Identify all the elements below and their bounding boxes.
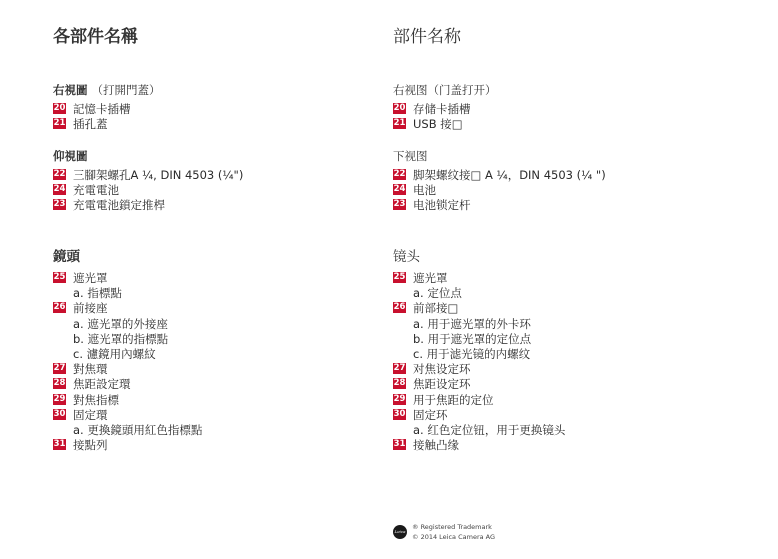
list-item <box>53 301 202 316</box>
page-title: 各部件名稱 <box>53 27 138 47</box>
list-item <box>393 183 606 198</box>
item-label: 插孔蓋 <box>73 117 108 132</box>
list-item <box>53 408 202 423</box>
bottom-view-list <box>53 168 243 214</box>
item-number-badge: 21 <box>53 118 66 129</box>
item-number-badge: 22 <box>53 169 66 179</box>
item-label: 記憶卡插槽 <box>73 102 131 116</box>
item-label: 电池 <box>413 183 436 198</box>
list-subitem <box>393 347 565 362</box>
item-label: 焦距设定环 <box>413 377 471 392</box>
right-view-heading-note: （打開門蓋） <box>91 83 161 97</box>
item-label: a. 遮光罩的外接座 <box>73 316 168 331</box>
list-item <box>393 102 471 117</box>
list-item <box>393 393 565 408</box>
item-number-badge: 30 <box>53 408 66 419</box>
right-view-heading-note: （门盖打开） <box>427 83 497 97</box>
list-item <box>393 438 565 453</box>
list-item <box>53 362 202 377</box>
item-label: 固定環 <box>73 407 108 422</box>
list-subitem <box>393 423 565 438</box>
item-label: 遮光罩 <box>413 271 448 285</box>
item-label: 接触凸缘 <box>413 438 459 453</box>
item-number-badge: 31 <box>53 439 66 450</box>
item-label: USB 接□ <box>413 117 463 132</box>
list-item <box>393 271 565 286</box>
item-label: 接點列 <box>73 438 108 453</box>
item-label: 固定环 <box>413 407 448 422</box>
list-item <box>393 117 471 132</box>
item-number-badge: 28 <box>53 378 66 389</box>
list-item <box>53 168 243 183</box>
list-item <box>393 408 565 423</box>
item-label: 对焦设定环 <box>413 362 471 377</box>
item-label: 對焦指標 <box>73 392 119 407</box>
lens-list <box>393 271 565 453</box>
item-label: 遮光罩 <box>73 271 108 285</box>
right-view-heading-bold: 右视图 <box>393 83 428 97</box>
item-label: 充電電池 <box>73 183 119 198</box>
item-number-badge: 27 <box>53 363 66 374</box>
list-subitem <box>53 423 202 438</box>
list-item <box>393 362 565 377</box>
item-number-badge: 25 <box>53 272 66 282</box>
item-label: b. 用于遮光罩的定位点 <box>413 331 532 346</box>
list-item <box>393 301 565 316</box>
item-number-badge: 22 <box>393 169 406 179</box>
list-subitem <box>53 286 202 301</box>
bottom-view-heading <box>53 148 88 164</box>
list-subitem <box>53 332 202 347</box>
item-number-badge: 24 <box>393 184 406 195</box>
item-label: 充電電池鎖定推桿 <box>73 198 165 213</box>
item-label: a. 用于遮光罩的外卡环 <box>413 316 531 331</box>
list-item <box>53 183 243 198</box>
item-label: a. 红色定位钮，用于更换镜头 <box>413 422 566 437</box>
lens-heading: 鏡頭 <box>53 249 80 265</box>
bottom-view-heading-text: 仰視圖 <box>53 149 88 163</box>
item-label: 前接座 <box>73 301 108 316</box>
item-number-badge: 26 <box>393 302 406 313</box>
lens-heading: 镜头 <box>393 249 420 265</box>
item-number-badge: 21 <box>393 118 406 129</box>
item-label: a. 定位点 <box>413 286 462 301</box>
list-subitem <box>53 347 202 362</box>
lens-list <box>53 271 202 453</box>
list-subitem <box>393 332 565 347</box>
item-number-badge: 20 <box>53 103 66 113</box>
bottom-view-list <box>393 168 606 214</box>
item-number-badge: 30 <box>393 408 406 419</box>
item-label: 前部接□ <box>413 301 459 316</box>
right-view-heading-bold: 右視圖 <box>53 83 88 97</box>
item-label: 對焦環 <box>73 362 108 377</box>
item-label: a. 更換鏡頭用紅色指標點 <box>73 422 203 437</box>
list-item <box>53 117 131 132</box>
page-title-simplified: 部件名称 <box>393 27 461 47</box>
item-label: 三腳架螺孔A ¼, DIN 4503 (¼") <box>73 168 244 182</box>
copyright-note: © 2014 Leica Camera AG <box>412 533 496 541</box>
bottom-view-heading <box>393 148 428 164</box>
item-number-badge: 27 <box>393 363 406 374</box>
item-number-badge: 29 <box>53 393 66 404</box>
list-item <box>53 377 202 392</box>
list-item <box>393 198 606 213</box>
list-item <box>53 102 131 117</box>
list-subitem <box>393 317 565 332</box>
item-label: 焦距設定環 <box>73 377 131 392</box>
right-view-list <box>53 102 131 132</box>
item-label: 电池锁定杆 <box>413 198 471 213</box>
list-subitem <box>53 317 202 332</box>
right-view-list <box>393 102 471 132</box>
item-number-badge: 24 <box>53 184 66 195</box>
item-label: c. 用于滤光镜的内螺纹 <box>413 346 531 361</box>
item-label: c. 濾鏡用內螺紋 <box>73 346 156 361</box>
item-number-badge: 23 <box>393 199 406 210</box>
item-label: a. 指標點 <box>73 286 122 301</box>
list-item <box>393 168 606 183</box>
item-number-badge: 20 <box>393 103 406 113</box>
leica-logo: Leica <box>393 525 407 539</box>
list-item <box>53 271 202 286</box>
item-label: 存储卡插槽 <box>413 102 471 116</box>
list-item <box>53 438 202 453</box>
item-number-badge: 26 <box>53 302 66 313</box>
item-number-badge: 25 <box>393 272 406 282</box>
item-number-badge: 29 <box>393 393 406 404</box>
item-number-badge: 31 <box>393 439 406 450</box>
right-view-heading <box>393 82 497 98</box>
list-item <box>53 393 202 408</box>
bottom-view-heading-text: 下视图 <box>393 149 428 163</box>
item-label: 用于焦距的定位 <box>413 392 494 407</box>
list-item <box>53 198 243 213</box>
trademark-note: ® Registered Trademark <box>412 523 492 531</box>
item-number-badge: 28 <box>393 378 406 389</box>
item-number-badge: 23 <box>53 199 66 210</box>
right-view-heading <box>53 82 161 98</box>
list-subitem <box>393 286 565 301</box>
item-label: b. 遮光罩的指標點 <box>73 331 169 346</box>
item-label: 脚架螺纹接□ A ¼，DIN 4503 (¼ ") <box>413 168 606 182</box>
list-item <box>393 377 565 392</box>
